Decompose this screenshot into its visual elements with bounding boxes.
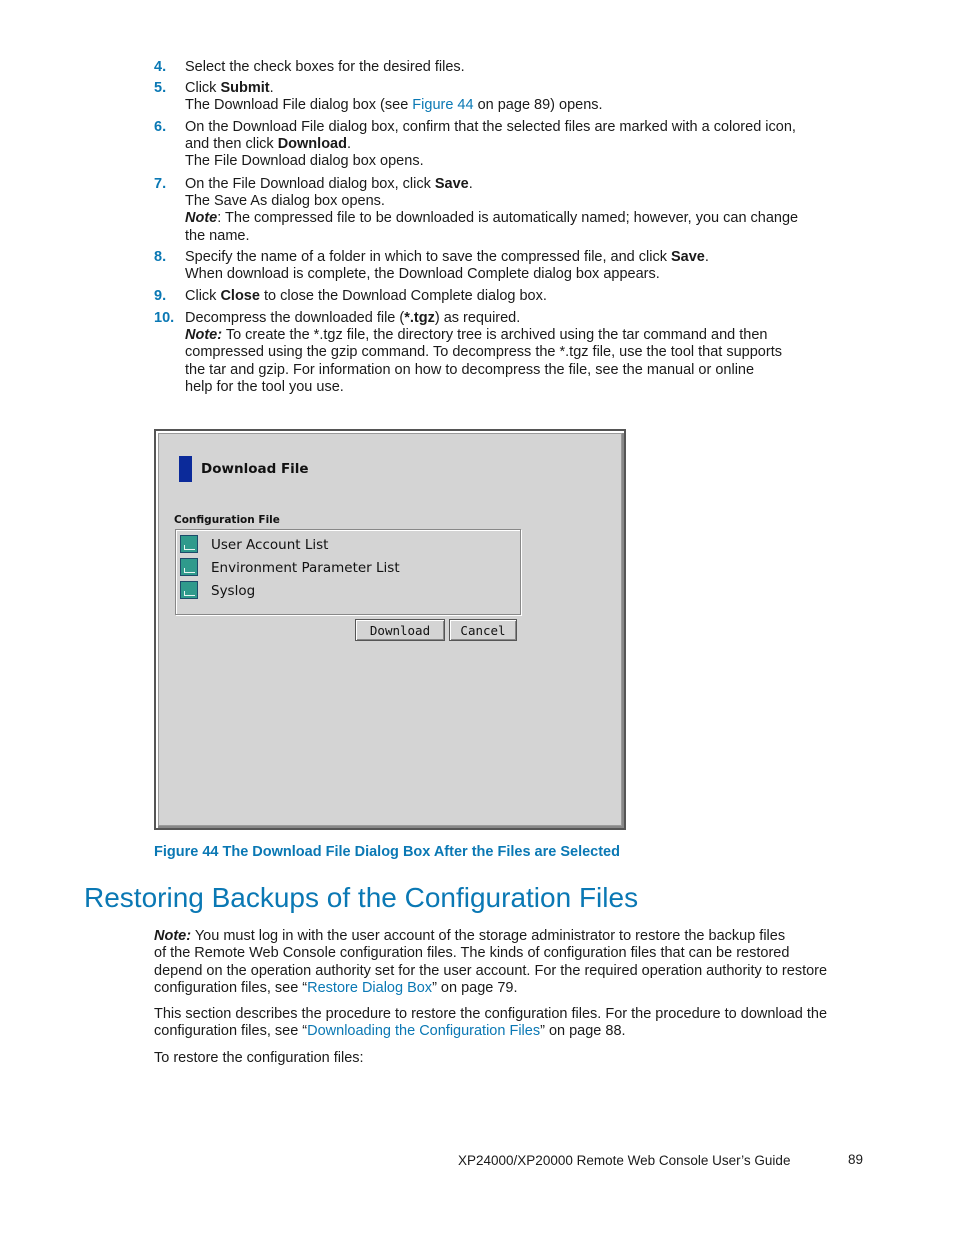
step-number: 8.	[154, 249, 167, 265]
step-text: Decompress the downloaded file (*.tgz) as required. Note: To create the *.tgz file, the directory tree is archived using the tar command and then compressed using the gzip command. To decompress the *.tgz file, use the tool that supports the tar and gzip. For information on how to decompress the file, see the manual or online help for the tool you use.	[185, 310, 782, 395]
configuration-file-list	[175, 529, 521, 615]
step-text: On the Download File dialog box, confirm that the selected files are marked with a colored icon, and then click Download. The File Download dialog box opens.	[185, 119, 796, 170]
step-text: Click Close to close the Download Complete dialog box.	[185, 288, 547, 304]
section-heading: Restoring Backups of the Configuration Files	[84, 882, 639, 913]
download-button[interactable]: Download	[355, 619, 445, 641]
download-file-dialog-screenshot	[154, 429, 626, 830]
footer-title: XP24000/XP20000 Remote Web Console User’s Guide	[458, 1153, 791, 1168]
step-number: 7.	[154, 176, 167, 192]
list-item[interactable]	[180, 557, 510, 579]
downloading-config-files-link[interactable]: Downloading the Configuration Files	[307, 1023, 541, 1040]
figure-caption: Figure 44 The Download File Dialog Box After the Files are Selected	[154, 844, 620, 860]
note-paragraph: Note: You must log in with the user account of the storage administrator to restore the backup files of the Remote Web Console configuration files. The kinds of configuration files that can be restored depend on the operation authority set for the user account. For the required operation authority to restore configuration files, see “Restore Dialog Box” on page 79.	[154, 928, 828, 997]
restore-dialog-box-link[interactable]: Restore Dialog Box	[307, 980, 433, 997]
step-number: 5.	[154, 80, 167, 96]
dialog-title: Download File	[201, 461, 309, 477]
step-number: 10.	[154, 310, 175, 326]
list-item[interactable]	[180, 534, 510, 556]
step-text: On the File Download dialog box, click Save. The Save As dialog box opens. Note: The compressed file to be downloaded is automatically named; however, you can change the name.	[185, 176, 799, 244]
step-number: 4.	[154, 59, 167, 75]
configuration-file-label: Configuration File	[174, 514, 280, 526]
cancel-button[interactable]: Cancel	[449, 619, 517, 641]
file-selected-icon	[180, 558, 198, 576]
file-selected-icon	[180, 581, 198, 599]
list-item-label: Environment Parameter List	[211, 560, 400, 576]
file-selected-icon	[180, 535, 198, 553]
page-number: 89	[848, 1152, 864, 1167]
body-paragraph: To restore the configuration files:	[154, 1050, 364, 1066]
step-text: Click Submit. The Download File dialog box (see Figure 44 on page 89) opens.	[185, 80, 603, 114]
step-text: Select the check boxes for the desired files.	[185, 59, 465, 75]
list-item-label: Syslog	[211, 583, 256, 599]
step-text: Specify the name of a folder in which to save the compressed file, and click Save. When download is complete, the Download Complete dialog box appears.	[185, 249, 709, 283]
body-paragraph: This section describes the procedure to restore the configuration files. For the procedure to download the configuration files, see “Downloading the Configuration Files” on page 88.	[154, 1006, 828, 1040]
step-number: 6.	[154, 119, 167, 135]
dialog-panel	[158, 433, 622, 826]
list-item-label: User Account List	[211, 537, 329, 553]
figure-link[interactable]: Figure 44	[412, 97, 474, 114]
list-item[interactable]	[180, 580, 510, 602]
title-marker-icon	[179, 456, 192, 482]
step-number: 9.	[154, 288, 167, 304]
